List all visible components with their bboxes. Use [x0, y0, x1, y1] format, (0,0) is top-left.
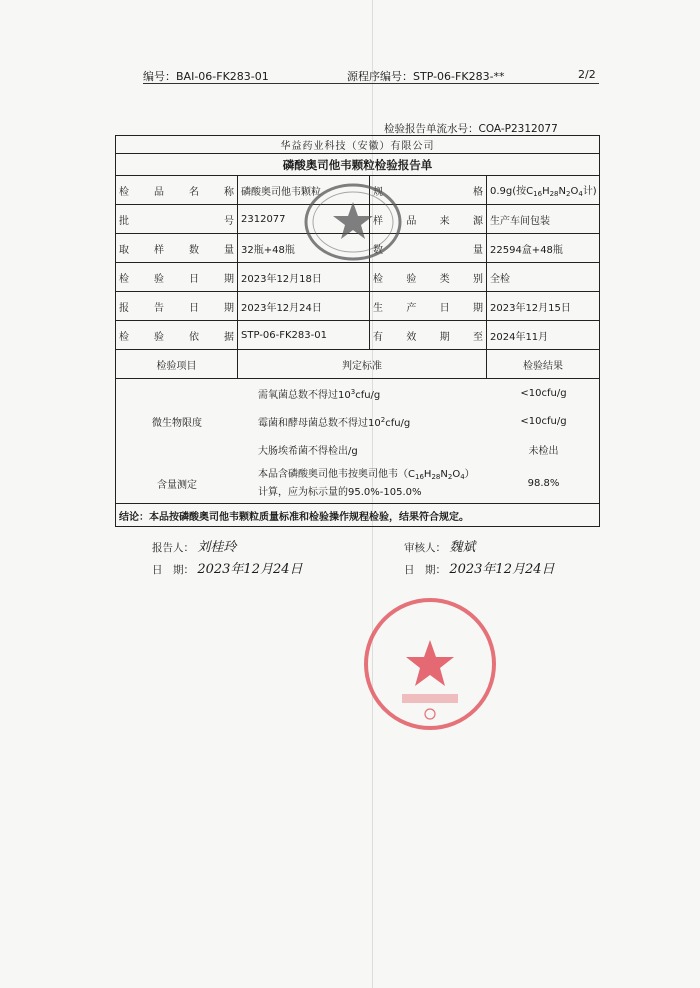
- reviewer-signature: 魏斌: [449, 540, 476, 555]
- label-char: 期: [472, 302, 483, 314]
- label-char: 日: [189, 302, 199, 314]
- micro-std-3: 大肠埃希菌不得检出/g: [258, 445, 358, 457]
- results-header-row: [116, 350, 600, 379]
- formula-sub: 28: [431, 472, 441, 481]
- assay-line-1: [258, 467, 484, 485]
- label-char: 验: [406, 273, 417, 285]
- label-char: 类: [439, 273, 450, 285]
- spec-suffix: 计): [582, 186, 597, 197]
- formula-sub: 4: [578, 190, 583, 198]
- formula-o: O: [570, 186, 579, 197]
- label-char: 检: [373, 273, 383, 285]
- assay-result: 98.8%: [527, 477, 560, 489]
- std-text: 需氧菌总数不得过10: [258, 389, 351, 401]
- label-char: 检: [119, 186, 129, 198]
- insp-date-label: [116, 263, 238, 292]
- source-value: 生产车间包装: [487, 205, 600, 234]
- report-date-value: 2023年12月24日: [238, 292, 370, 321]
- basis-value: STP-06-FK283-01: [238, 321, 370, 350]
- table-row: [116, 263, 600, 292]
- doc-number: 编号：BAI-06-FK283-01: [143, 70, 269, 83]
- label-char: 期: [224, 273, 234, 285]
- micro-std-2: [238, 407, 487, 435]
- std-sup: 3: [350, 387, 356, 396]
- dist-label: [373, 328, 483, 343]
- label-char: 批: [119, 215, 129, 227]
- header-rule: [143, 83, 599, 84]
- reviewer-block: [404, 536, 475, 555]
- prod-date-label: [370, 292, 487, 321]
- report-title: 磷酸奥司他韦颗粒检验报告单: [116, 154, 600, 176]
- std-sup: 2: [380, 415, 386, 424]
- dist-label: [373, 270, 483, 285]
- dist-label: [119, 299, 234, 314]
- label-char: 至: [472, 331, 483, 343]
- results-cell: [116, 379, 600, 504]
- reviewer-date-block: [404, 558, 555, 577]
- quality-stamp: [362, 596, 498, 732]
- label-char: 验: [154, 331, 164, 343]
- std-unit: cfu/g: [355, 389, 381, 401]
- formula-n: N: [440, 468, 448, 480]
- insp-type-label: [370, 263, 487, 292]
- insp-date-value: 2023年12月18日: [238, 263, 370, 292]
- spec-prefix: 0.9g(按C: [490, 186, 534, 197]
- label-char: 检: [119, 273, 129, 285]
- page-number: 2/2: [578, 68, 596, 81]
- label-char: 品: [154, 186, 164, 198]
- conclusion: 结论：本品按磷酸奥司他韦颗粒质量标准和检验操作规程检验，结果符合规定。: [116, 504, 600, 527]
- label-char: 期: [439, 331, 450, 343]
- company-name: 华益药业科技（安徽）有限公司: [116, 136, 600, 154]
- spec-value: [487, 176, 600, 205]
- formula-sub: 4: [460, 472, 465, 481]
- product-label: [116, 176, 238, 205]
- label-char: 样: [373, 215, 383, 227]
- label-char: 期: [224, 302, 234, 314]
- reviewer-date-label: 日 期：: [404, 564, 446, 576]
- results-header-standard: 判定标准: [238, 350, 487, 379]
- dist-label: [119, 183, 234, 198]
- reporter-date: 2023年12月24日: [197, 562, 303, 577]
- label-char: 日: [439, 302, 450, 314]
- label-char: 据: [224, 331, 234, 343]
- label-char: 验: [154, 273, 164, 285]
- insp-type-value: 全检: [487, 263, 600, 292]
- table-row: [116, 292, 600, 321]
- results-header-result: 检验结果: [487, 350, 600, 379]
- sample-value: 32瓶+48瓶: [238, 234, 370, 263]
- micro-res-3: 未检出: [528, 445, 559, 457]
- label-char: 称: [224, 186, 234, 198]
- dist-label: [119, 212, 234, 227]
- label-char: 检: [119, 331, 129, 343]
- label-char: 量: [224, 244, 234, 256]
- label-char: 数: [373, 244, 383, 256]
- assay-text: 本品含磷酸奥司他韦按奥司他韦（C: [258, 468, 415, 480]
- assay-line-2: 计算，应为标示量的95.0%-105.0%: [258, 486, 422, 498]
- dist-label: [119, 270, 234, 285]
- inspection-stamp: [303, 182, 403, 262]
- label-char: 号: [224, 215, 234, 227]
- std-text: 霉菌和酵母菌总数不得过10: [258, 417, 381, 429]
- dist-label: [373, 299, 483, 314]
- formula-sub: 2: [447, 472, 453, 481]
- label-char: 源: [472, 215, 483, 227]
- label-char: 依: [189, 331, 199, 343]
- reporter-label: 报告人：: [152, 542, 194, 554]
- micro-std-1: [238, 379, 487, 407]
- batch-value: 2312077: [238, 205, 370, 234]
- table-row: [116, 321, 600, 350]
- assay-item: 含量测定: [157, 479, 197, 491]
- source-number: 源程序编号：STP-06-FK283-**: [347, 70, 505, 83]
- expiry-label: [370, 321, 487, 350]
- batch-label: [116, 205, 238, 234]
- assay-close: ）: [464, 468, 475, 480]
- label-char: 数: [189, 244, 199, 256]
- label-char: 产: [406, 302, 417, 314]
- reporter-signature: 刘桂玲: [197, 540, 237, 555]
- formula-h: H: [542, 186, 550, 197]
- label-char: 量: [473, 244, 483, 256]
- formula-n: N: [558, 186, 566, 197]
- formula-sub: 16: [533, 190, 543, 198]
- prod-date-value: 2023年12月15日: [487, 292, 600, 321]
- formula-sub: 28: [549, 190, 559, 198]
- label-char: 别: [472, 273, 483, 285]
- dist-label: [119, 241, 234, 256]
- formula-sub: 16: [414, 472, 424, 481]
- basis-label: [116, 321, 238, 350]
- reporter-block: [152, 536, 236, 555]
- formula-sub: 2: [566, 190, 571, 198]
- label-char: 规: [373, 186, 383, 198]
- label-char: 日: [189, 273, 199, 285]
- label-char: 告: [154, 302, 164, 314]
- product-value: 磷酸奥司他韦颗粒: [238, 176, 370, 205]
- micro-item: 微生物限度: [152, 417, 202, 429]
- label-char: 名: [189, 186, 199, 198]
- label-char: 报: [119, 302, 129, 314]
- reviewer-label: 审核人：: [404, 542, 446, 554]
- label-char: 格: [473, 186, 483, 198]
- label-char: 生: [373, 302, 383, 314]
- label-char: 来: [439, 215, 450, 227]
- label-char: 样: [154, 244, 164, 256]
- formula-o: O: [452, 468, 461, 480]
- label-char: 效: [406, 331, 417, 343]
- label-char: 品: [406, 215, 417, 227]
- qty-value: 22594盒+48瓶: [487, 234, 600, 263]
- micro-res-1: <10cfu/g: [520, 387, 567, 399]
- serial-number: 检验报告单流水号：COA-P2312077: [384, 123, 558, 135]
- dist-label: [119, 328, 234, 343]
- reporter-date-label: 日 期：: [152, 564, 194, 576]
- reporter-date-block: [152, 558, 303, 577]
- results-header-item: 检验项目: [116, 350, 238, 379]
- micro-res-2: <10cfu/g: [520, 415, 567, 427]
- results-table: [116, 379, 600, 503]
- label-char: 有: [373, 331, 383, 343]
- formula-h: H: [423, 468, 432, 480]
- sample-label: [116, 234, 238, 263]
- results-body: [116, 379, 600, 504]
- label-char: 取: [119, 244, 129, 256]
- std-unit: cfu/g: [385, 417, 411, 429]
- report-date-label: [116, 292, 238, 321]
- expiry-value: 2024年11月: [487, 321, 600, 350]
- reviewer-date: 2023年12月24日: [449, 562, 555, 577]
- assay-std: [238, 463, 487, 503]
